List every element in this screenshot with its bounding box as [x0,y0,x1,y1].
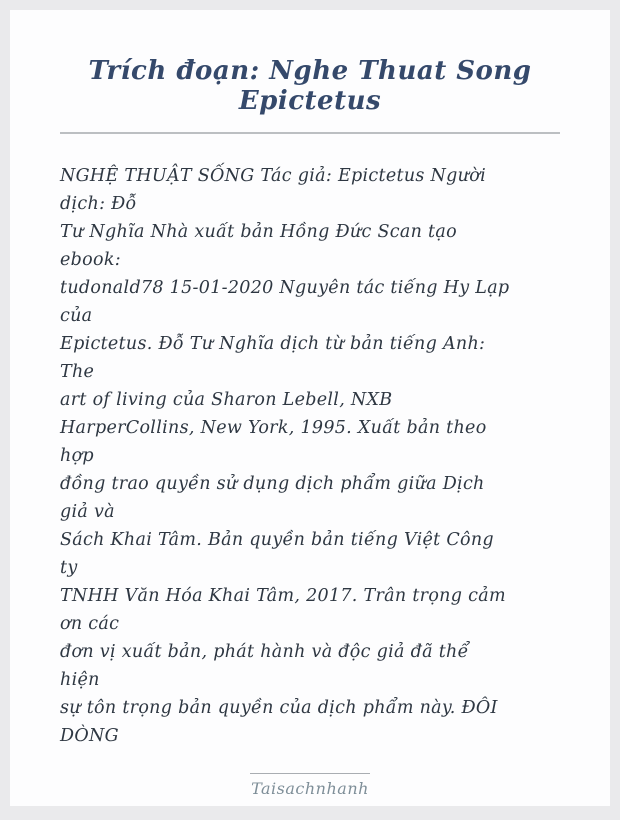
text-line: Sách Khai Tâm. Bản quyền bản tiếng Việt Công [60,530,494,550]
text-line: của [60,306,93,326]
excerpt-body [60,162,562,750]
page-footer [10,773,610,798]
title-divider [60,132,560,134]
text-line: ebook: [60,250,121,270]
text-line: HarperCollins, New York, 1995. Xuất bản theo [60,418,487,438]
text-line: DÒNG [60,726,119,746]
footer-brand: Taisachnhanh [251,779,369,798]
text-line: TNHH Văn Hóa Khai Tâm, 2017. Trân trọng cảm [60,586,506,606]
text-line: giả và [60,502,115,522]
text-line: Epictetus. Đỗ Tư Nghĩa dịch từ bản tiếng Anh: [60,334,486,354]
text-line: art of living của Sharon Lebell, NXB [60,390,393,410]
document-page [10,10,610,806]
text-line: sự tôn trọng bản quyền của dịch phẩm này. ĐÔI [60,698,498,718]
text-line: dịch: Đỗ [60,194,137,214]
text-line: đồng trao quyền sử dụng dịch phẩm giữa Dịch [60,474,485,494]
text-line: Tư Nghĩa Nhà xuất bản Hồng Đức Scan tạo [60,222,457,242]
text-line: ty [60,558,78,578]
text-line: ơn các [60,614,120,634]
text-line: tudonald78 15-01-2020 Nguyên tác tiếng Hy Lạp [60,278,510,298]
footer-divider [250,773,370,774]
text-line: hợp [60,446,94,466]
page-title: Trích đoạn: Nghe Thuat Song Epictetus [88,56,532,116]
text-line: đơn vị xuất bản, phát hành và độc giả đã thể [60,642,469,662]
text-line: NGHỆ THUẬT SỐNG Tác giả: Epictetus Người [60,166,486,186]
text-line: The [60,362,95,382]
text-line: hiện [60,670,100,690]
